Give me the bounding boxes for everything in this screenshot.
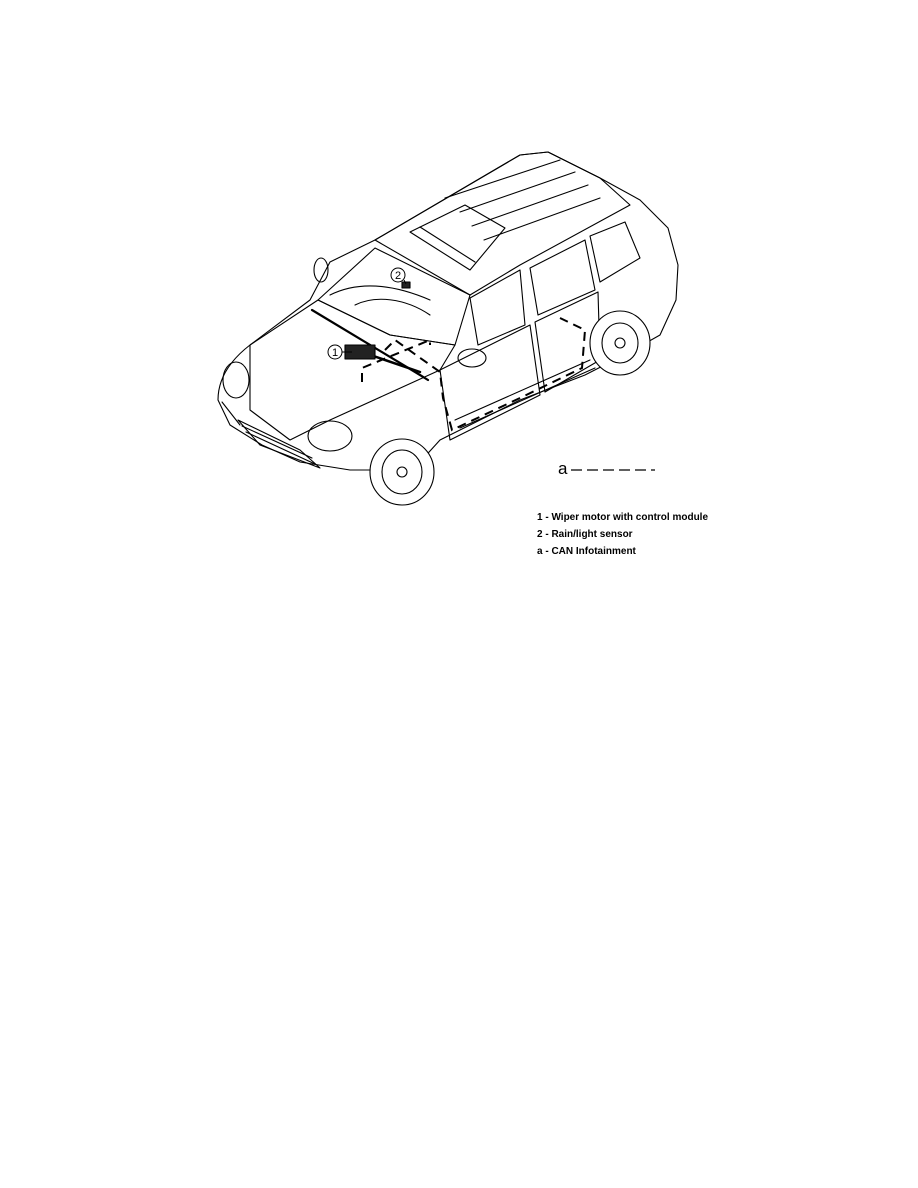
legend <box>537 509 708 560</box>
callout-1-number: 1 <box>331 347 339 359</box>
callout-2-number: 2 <box>394 270 402 282</box>
key-letter: a <box>558 459 568 478</box>
legend-item-a: a - CAN Infotainment <box>537 546 636 557</box>
legend-item-2: 2 - Rain/light sensor <box>537 529 633 540</box>
legend-item-1: 1 - Wiper motor with control module <box>537 512 709 523</box>
car-illustration <box>218 152 678 505</box>
